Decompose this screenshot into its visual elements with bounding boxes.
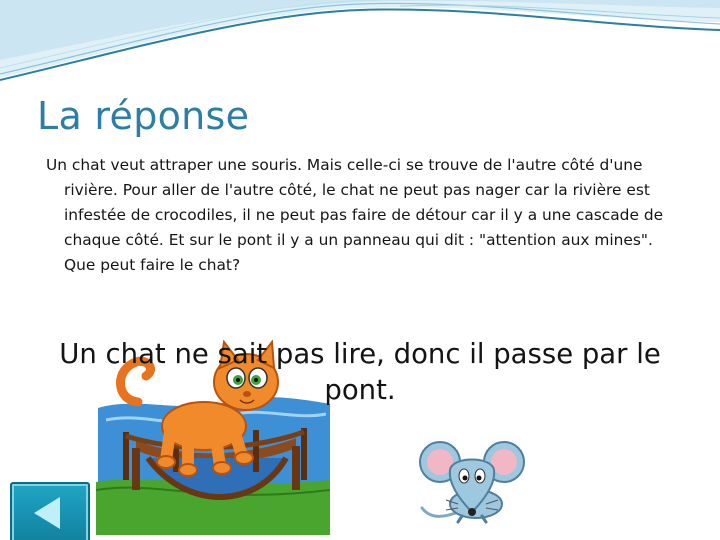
riddle-text-block xyxy=(46,153,686,278)
answer-text: Un chat ne sait pas lire, donc il passe par le pont. xyxy=(59,338,661,406)
riddle-paragraph: Un chat veut attraper une souris. Mais celle-ci se trouve de l'autre côté d'une rivière. Pour aller de l'autre côté, le chat ne peut pas nager car la rivière est infestée de crocodiles, il ne peut pas faire de détour car il y a une cascade de chaque côté. Et sur le pont il y a un panneau qui dit : "attention aux mines". xyxy=(46,156,664,249)
riddle-question: Que peut faire le chat? xyxy=(64,256,241,274)
mouse-icon xyxy=(418,432,530,524)
slide-title: La réponse xyxy=(37,94,250,138)
previous-slide-button[interactable] xyxy=(10,482,90,540)
triangle-left-icon xyxy=(34,497,60,529)
header-wave-decoration xyxy=(0,0,720,90)
